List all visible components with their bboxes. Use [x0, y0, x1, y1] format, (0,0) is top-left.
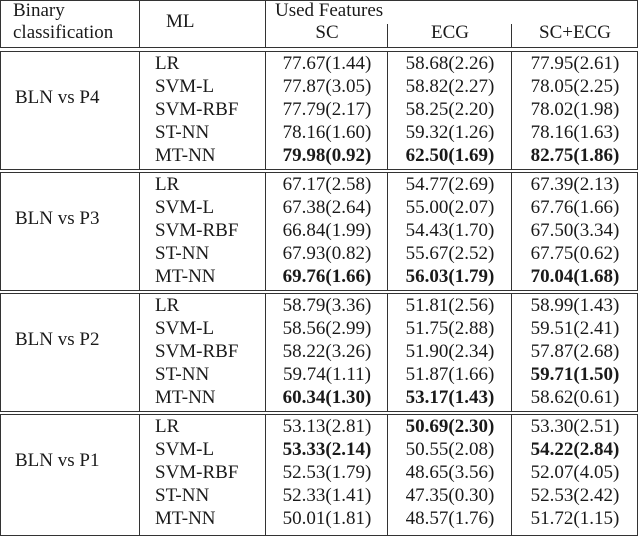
table-cell: 79.98(0.92)	[282, 145, 372, 166]
table-cell: 70.04(1.68)	[530, 266, 620, 287]
table-cell: 66.84(1.99)	[282, 220, 372, 241]
col-divider	[511, 52, 512, 169]
table-cell: 77.67(1.44)	[282, 53, 372, 74]
table-cell: 82.75(1.86)	[530, 145, 620, 166]
table-cell: 57.87(2.68)	[530, 341, 620, 362]
header-binary-line2: classification	[13, 22, 114, 43]
col-divider	[139, 415, 140, 535]
table-cell: 59.32(1.26)	[405, 122, 495, 143]
table-cell: 62.50(1.69)	[405, 145, 495, 166]
table-cell: 77.79(2.17)	[282, 99, 372, 120]
col-divider	[265, 415, 266, 535]
col-divider	[265, 1, 266, 47]
table-cell: 56.03(1.79)	[405, 266, 495, 287]
table-cell: 78.16(1.63)	[530, 122, 620, 143]
table-cell: 50.55(2.08)	[405, 439, 495, 460]
row-ml-label: SVM-RBF	[155, 220, 239, 241]
row-ml-label: SVM-L	[155, 439, 215, 460]
table-cell: 77.95(2.61)	[530, 53, 620, 74]
col-divider	[387, 415, 388, 535]
col-divider	[511, 294, 512, 411]
table-cell: 48.57(1.76)	[405, 508, 495, 529]
table-cell: 55.67(2.52)	[405, 243, 495, 264]
header-ml: ML	[166, 11, 195, 32]
col-divider	[265, 173, 266, 290]
table-cell: 51.90(2.34)	[405, 341, 495, 362]
col-divider	[265, 294, 266, 411]
table-cell: 58.68(2.26)	[405, 53, 495, 74]
row-ml-label: MT-NN	[155, 145, 216, 166]
col-divider	[387, 52, 388, 169]
table-cell: 58.99(1.43)	[530, 295, 620, 316]
table-cell: 60.34(1.30)	[282, 387, 372, 408]
col-divider	[139, 173, 140, 290]
table-group	[0, 172, 638, 291]
table-cell: 50.01(1.81)	[282, 508, 372, 529]
header-binary-line1: Binary	[13, 0, 65, 21]
table-cell: 51.72(1.15)	[530, 508, 620, 529]
row-ml-label: SVM-RBF	[155, 341, 239, 362]
table-cell: 51.75(2.88)	[405, 318, 495, 339]
row-ml-label: MT-NN	[155, 387, 216, 408]
table-cell: 69.76(1.66)	[282, 266, 372, 287]
table-cell: 59.71(1.50)	[530, 364, 620, 385]
table-cell: 47.35(0.30)	[405, 485, 495, 506]
header-col-ecg: ECG	[431, 22, 469, 43]
row-ml-label: SVM-L	[155, 76, 215, 97]
table-cell: 54.22(2.84)	[530, 439, 620, 460]
group-label: BLN vs P2	[15, 329, 100, 350]
row-ml-label: SVM-RBF	[155, 462, 239, 483]
col-divider	[139, 294, 140, 411]
table-cell: 54.77(2.69)	[405, 174, 495, 195]
table-cell: 77.87(3.05)	[282, 76, 372, 97]
row-ml-label: ST-NN	[155, 122, 210, 143]
row-ml-label: LR	[155, 295, 180, 316]
table-cell: 67.76(1.66)	[530, 197, 620, 218]
table-cell: 55.00(2.07)	[405, 197, 495, 218]
table-cell: 58.22(3.26)	[282, 341, 372, 362]
row-ml-label: SVM-RBF	[155, 99, 239, 120]
table-cell: 59.51(2.41)	[530, 318, 620, 339]
table-cell: 50.69(2.30)	[405, 416, 495, 437]
table-cell: 78.02(1.98)	[530, 99, 620, 120]
table-cell: 53.13(2.81)	[282, 416, 372, 437]
row-ml-label: SVM-L	[155, 318, 215, 339]
row-ml-label: LR	[155, 416, 180, 437]
table-cell: 67.50(3.34)	[530, 220, 620, 241]
row-ml-label: MT-NN	[155, 508, 216, 529]
table-cell: 51.87(1.66)	[405, 364, 495, 385]
table-cell: 52.07(4.05)	[530, 462, 620, 483]
row-ml-label: LR	[155, 53, 180, 74]
row-ml-label: ST-NN	[155, 485, 210, 506]
header-col-sc-ecg: SC+ECG	[539, 22, 611, 43]
table-cell: 54.43(1.70)	[405, 220, 495, 241]
col-divider	[387, 24, 388, 47]
table-cell: 58.82(2.27)	[405, 76, 495, 97]
col-divider	[139, 1, 140, 47]
row-ml-label: ST-NN	[155, 364, 210, 385]
table-cell: 67.38(2.64)	[282, 197, 372, 218]
row-ml-label: LR	[155, 174, 180, 195]
header-col-sc: SC	[315, 22, 339, 43]
row-ml-label: MT-NN	[155, 266, 216, 287]
row-ml-label: SVM-L	[155, 197, 215, 218]
table-cell: 52.33(1.41)	[282, 485, 372, 506]
table-cell: 58.56(2.99)	[282, 318, 372, 339]
table-cell: 59.74(1.11)	[283, 364, 371, 385]
table-cell: 58.79(3.36)	[282, 295, 372, 316]
table-cell: 58.62(0.61)	[530, 387, 620, 408]
group-label: BLN vs P4	[15, 87, 100, 108]
table-cell: 51.81(2.56)	[405, 295, 495, 316]
table-group	[0, 414, 638, 536]
table-cell: 67.17(2.58)	[282, 174, 372, 195]
header-used-features: Used Features	[275, 0, 384, 21]
table-cell: 67.39(2.13)	[530, 174, 620, 195]
table-cell: 67.75(0.62)	[530, 243, 620, 264]
col-divider	[139, 52, 140, 169]
table-cell: 53.30(2.51)	[530, 416, 620, 437]
group-label: BLN vs P3	[15, 208, 100, 229]
table-cell: 53.33(2.14)	[282, 439, 372, 460]
col-divider	[511, 24, 512, 47]
table-cell: 78.05(2.25)	[530, 76, 620, 97]
col-divider	[265, 52, 266, 169]
col-divider	[511, 173, 512, 290]
table-cell: 78.16(1.60)	[282, 122, 372, 143]
table-cell: 48.65(3.56)	[405, 462, 495, 483]
col-divider	[387, 294, 388, 411]
table-header	[0, 0, 638, 48]
table-cell: 53.17(1.43)	[405, 387, 495, 408]
row-ml-label: ST-NN	[155, 243, 210, 264]
table-cell: 67.93(0.82)	[282, 243, 372, 264]
table-cell: 52.53(2.42)	[530, 485, 620, 506]
col-divider	[511, 415, 512, 535]
table-group	[0, 51, 638, 170]
table-cell: 58.25(2.20)	[405, 99, 495, 120]
table-group	[0, 293, 638, 412]
group-label: BLN vs P1	[15, 450, 100, 471]
table-cell: 52.53(1.79)	[282, 462, 372, 483]
col-divider	[387, 173, 388, 290]
